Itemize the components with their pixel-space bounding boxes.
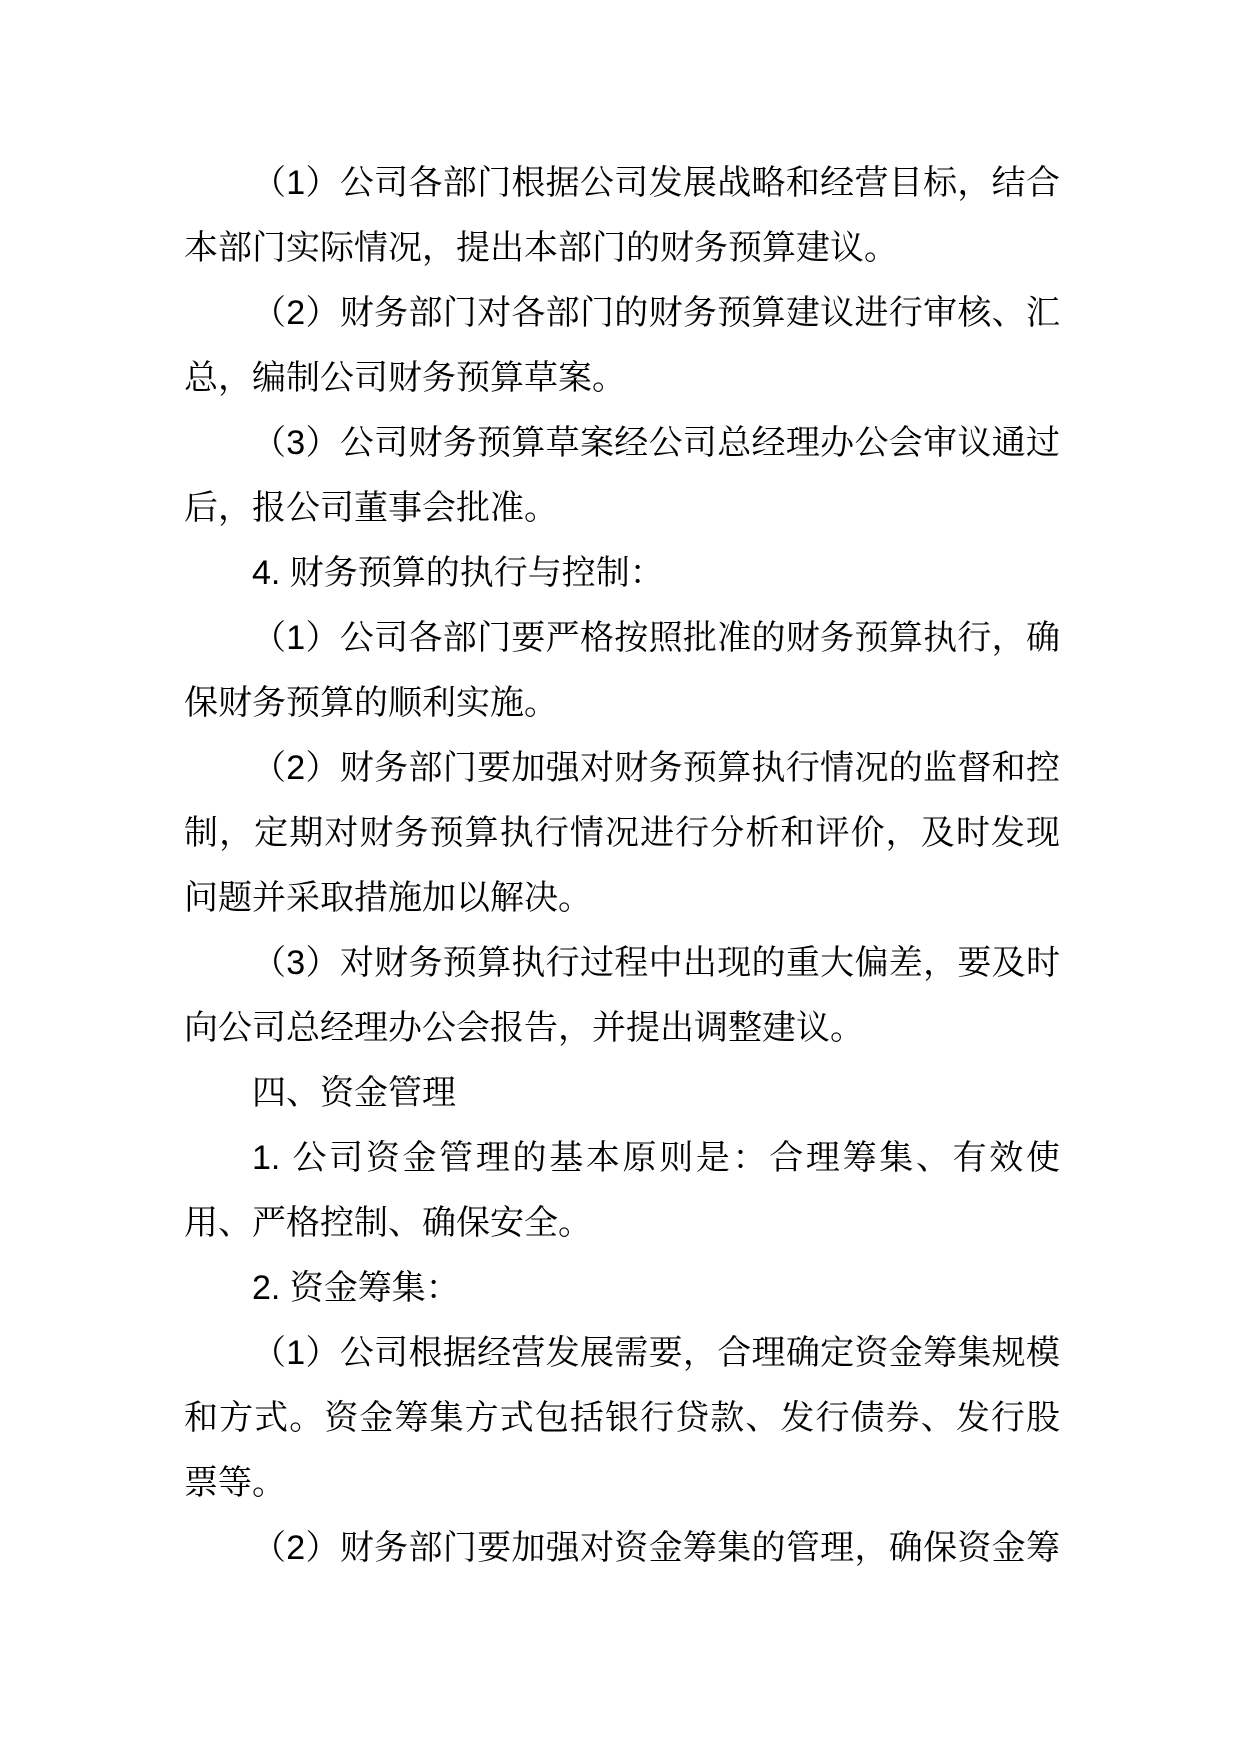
text-line: 用、严格控制、确保安全。 xyxy=(184,1204,592,1242)
text-line: （3）对财务预算执行过程中出现的重大偏差，要及时 xyxy=(252,944,1060,982)
document-body xyxy=(184,151,1060,1581)
text-line: （2）财务部门对各部门的财务预算建议进行审核、汇 xyxy=(252,294,1060,332)
text-line: 4. 财务预算的执行与控制： xyxy=(252,554,664,592)
text-line: 四、资金管理 xyxy=(252,1074,456,1112)
text-line: 本部门实际情况，提出本部门的财务预算建议。 xyxy=(184,229,898,267)
text-line: （1）公司各部门根据公司发展战略和经营目标，结合 xyxy=(252,164,1060,202)
text-line: 1. 公司资金管理的基本原则是：合理筹集、有效使 xyxy=(252,1139,1060,1177)
text-line: 保财务预算的顺利实施。 xyxy=(184,684,558,722)
text-line: 和方式。资金筹集方式包括银行贷款、发行债券、发行股 xyxy=(184,1399,1060,1437)
text-line: （1）公司根据经营发展需要，合理确定资金筹集规模 xyxy=(252,1334,1060,1372)
text-line: 总，编制公司财务预算草案。 xyxy=(184,359,626,397)
text-line: （3）公司财务预算草案经公司总经理办公会审议通过 xyxy=(252,424,1060,462)
text-line: 向公司总经理办公会报告，并提出调整建议。 xyxy=(184,1009,864,1047)
text-line: （2）财务部门要加强对资金筹集的管理，确保资金筹 xyxy=(252,1529,1060,1567)
text-line: （1）公司各部门要严格按照批准的财务预算执行，确 xyxy=(252,619,1060,657)
text-line: （2）财务部门要加强对财务预算执行情况的监督和控 xyxy=(252,749,1060,787)
text-line: 后，报公司董事会批准。 xyxy=(184,489,558,527)
text-line: 2. 资金筹集： xyxy=(252,1269,460,1307)
text-line: 制，定期对财务预算执行情况进行分析和评价，及时发现 xyxy=(184,814,1060,852)
text-line: 问题并采取措施加以解决。 xyxy=(184,879,592,917)
text-line: 票等。 xyxy=(184,1464,286,1502)
